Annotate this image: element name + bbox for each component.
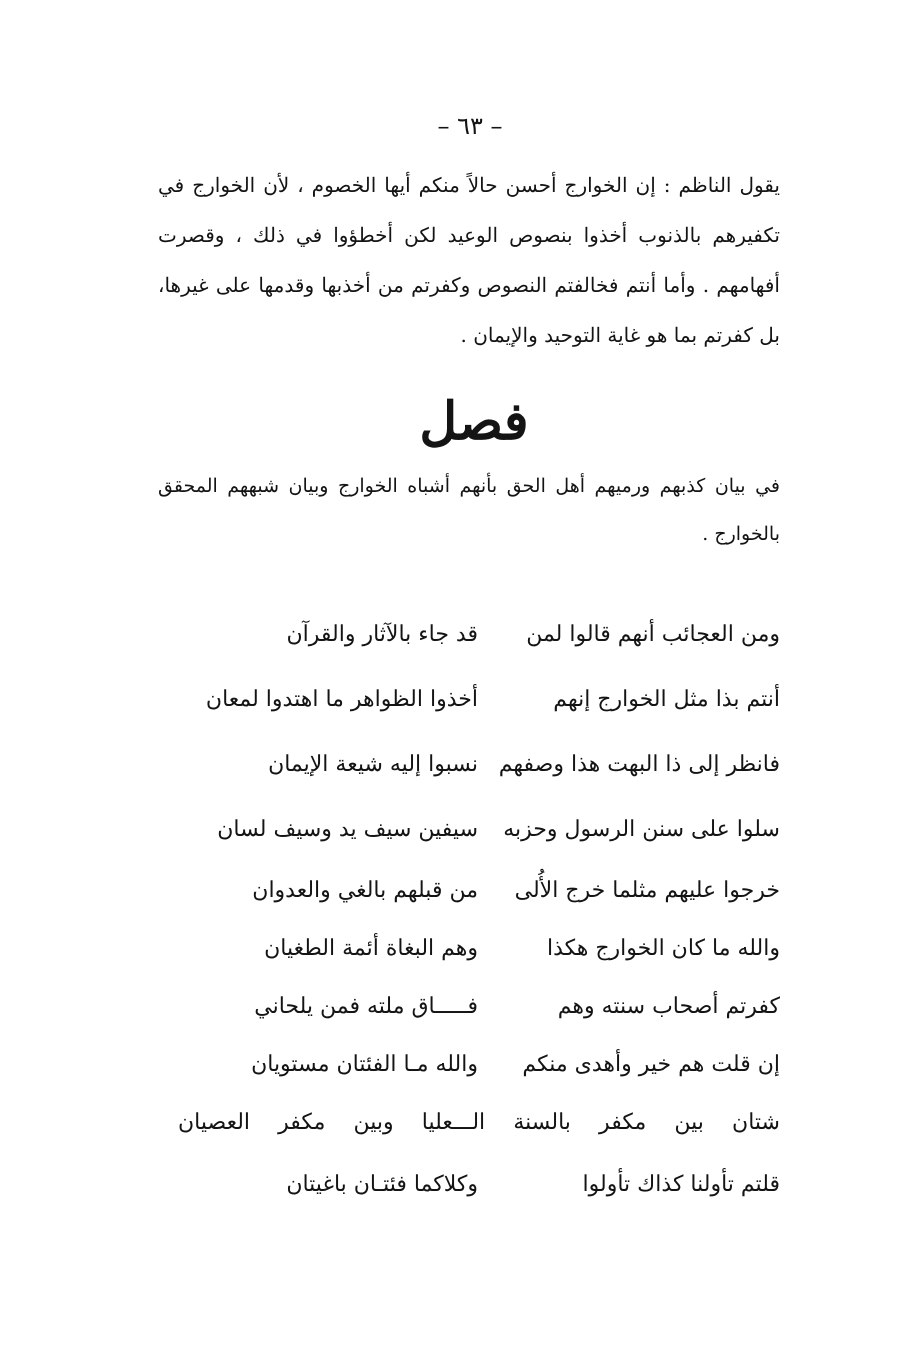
section-title: فصل — [419, 391, 529, 452]
poem-verse-2 — [168, 667, 780, 732]
section-description-text: في بيان كذبهم ورميهم أهل الحق بأنهم أشباه الخوارج وبيان شبههم المحقق بالخوارج . — [158, 475, 780, 545]
verse-second-hemistich: سيفين سيف يد وسيف لسان — [217, 817, 478, 842]
poem-verse-4 — [168, 797, 780, 862]
verse-full-line: شتان بين مكفر بالسنة الـــعليا وبين مكفر العصيان — [178, 1110, 780, 1135]
intro-text: يقول الناظم : إن الخوارج أحسن حالاً منكم أيها الخصوم ، لأن الخوارج في تكفيرهم بالذنوب أخذوا بنصوص الوعيد لكن أخطؤوا في ذلك ، وقصرت أفهامهم . وأما أنتم فخالفتم النصوص وكفرتم من أخذبها وقدمها على غيرها، بل كفرتم بما هو غاية التوحيد والإيمان . — [158, 173, 780, 347]
poem-verse-1 — [168, 602, 780, 667]
verse-second-hemistich: وهم البغاة أئمة الطغيان — [264, 936, 478, 961]
poem-verse-9 — [168, 1094, 780, 1152]
verse-second-hemistich: وكلاكما فئتـان باغيتان — [286, 1172, 478, 1197]
poem-verse-5 — [168, 862, 780, 920]
verse-first-hemistich: ومن العجائب أنهم قالوا لمن — [526, 622, 780, 647]
verse-second-hemistich: قد جاء بالآثار والقرآن — [286, 622, 478, 647]
verse-second-hemistich: فـــــاق ملته فمن يلحاني — [254, 994, 478, 1019]
poem-verse-3 — [168, 732, 780, 797]
verse-first-hemistich: والله ما كان الخوارج هكذا — [546, 936, 780, 961]
section-description — [158, 462, 780, 558]
poem — [168, 602, 780, 1217]
poem-verse-7 — [168, 978, 780, 1036]
verse-second-hemistich: أخذوا الظواهر ما اهتدوا لمعان — [205, 687, 478, 712]
verse-first-hemistich: سلوا على سنن الرسول وحزبه — [503, 817, 780, 842]
verse-second-hemistich: والله مـا الفئتان مستويان — [251, 1052, 478, 1077]
poem-verse-10 — [168, 1152, 780, 1217]
verse-second-hemistich: من قبلهم بالغي والعدوان — [252, 878, 478, 903]
verse-first-hemistich: أنتم بذا مثل الخوارج إنهم — [553, 687, 780, 712]
verse-first-hemistich: قلتم تأولنا كذاك تأولوا — [582, 1172, 780, 1197]
page-number: – ٦٣ – — [437, 112, 503, 140]
poem-verse-8 — [168, 1036, 780, 1094]
intro-paragraph — [158, 160, 780, 360]
verse-first-hemistich: فانظر إلى ذا البهت هذا وصفهم — [498, 752, 780, 777]
verse-first-hemistich: خرجوا عليهم مثلما خرج الأُلى — [514, 878, 780, 903]
poem-verse-6 — [168, 920, 780, 978]
verse-first-hemistich: إن قلت هم خير وأهدى منكم — [522, 1052, 780, 1077]
verse-second-hemistich: نسبوا إليه شيعة الإيمان — [268, 752, 478, 777]
verse-first-hemistich: كفرتم أصحاب سنته وهم — [557, 994, 780, 1019]
